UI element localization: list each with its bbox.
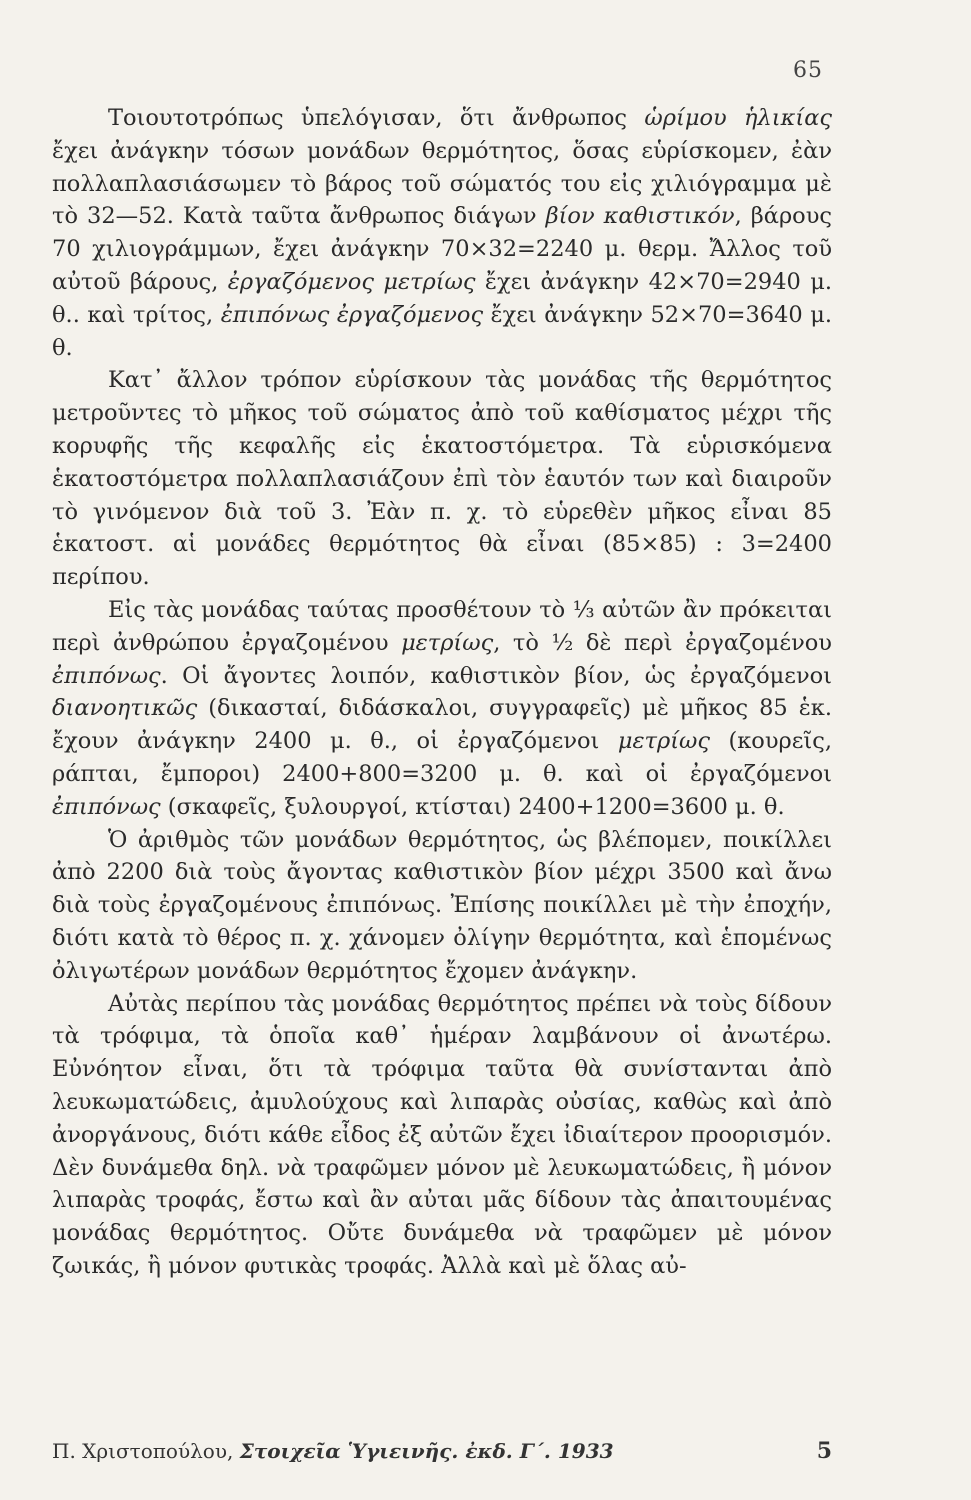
text-run: . Οἱ ἄγοντες λοιπόν, καθιστικὸν βίον, ὡς ἐργαζόμενοι bbox=[160, 662, 832, 689]
text-run: (δικασταί, διδάσκαλοι, συγγραφεῖς) μὲ μῆκος 85 ἑκ. ἔχουν ἀνάγκην 2400 μ. θ., οἱ ἐργαζόμενοι bbox=[52, 695, 832, 755]
text-run: Αὐτὰς περίπου τὰς μονάδας θερμότητος πρέπει νὰ τοὺς δίδουν τὰ τρόφιμα, τὰ ὁποῖα καθ᾽ ἡμέραν λαμβάνουν οἱ ἀνωτέρω. Εὐνόητον εἶναι, ὅτι τὰ τρόφιμα ταῦτα θὰ συνίστανται ἀπὸ λευκωματώδεις, ἀμυλούχους καὶ λιπαρὰς οὐσίας, καθὼς καὶ ἀπὸ ἀνοργάνους, διότι κάθε εἶδος ἐξ αὐτῶν ἔχει ἰδιαίτερον προορισμόν. Δὲν δυνάμεθα δηλ. νὰ τραφῶμεν μόνον μὲ λευκωματώδεις, ἢ μόνον λιπαρὰς τροφάς, ἔστω καὶ ἂν αὐται μᾶς δίδουν τὰς ἀπαιτουμένας μονάδας θερμότητος. Οὔτε δυνάμεθα νὰ τραφῶμεν μὲ μόνον ζωικάς, ἢ μόνον φυτικὰς τροφάς. Ἀλλὰ καὶ μὲ ὅλας αὐ- bbox=[52, 990, 832, 1279]
paragraph bbox=[52, 364, 832, 594]
text-run: Τοιουτοτρόπως ὑπελόγισαν, ὅτι ἄνθρωπος bbox=[108, 105, 645, 131]
paragraph bbox=[52, 988, 832, 1283]
text-run: , τὸ ½ δὲ περὶ ἐργαζομένου bbox=[493, 629, 832, 656]
body-text bbox=[52, 102, 832, 1283]
footer-author: Π. Χριστοπούλου, bbox=[52, 1439, 234, 1463]
footer-signature-mark: 5 bbox=[816, 1438, 832, 1464]
emphasized-text: ἐπιπόνως bbox=[52, 793, 161, 820]
text-run: ἔχει ἀνάγκην 52×70=3640 μ. θ. bbox=[52, 301, 832, 361]
emphasized-text: μετρίως bbox=[617, 728, 710, 755]
paragraph bbox=[52, 594, 832, 824]
emphasized-text: μετρίως bbox=[401, 629, 494, 656]
text-run: ἔχει ἀνάγκην τόσων μονάδων θερμότητος, ὅσας εὑρίσκομεν, ἐὰν πολλαπλασιάσωμεν τὸ βάρος τοῦ σώματός του εἰς χιλιόγραμμα μὲ τὸ 32—52. Κατὰ ταῦτα ἄνθρωπος διάγων bbox=[52, 137, 832, 230]
paragraph bbox=[52, 102, 832, 364]
emphasized-text: ἐργαζόμενος μετρίως bbox=[227, 268, 476, 295]
emphasized-text: ἐπιπόνως bbox=[52, 662, 161, 689]
footer-book-title: Στοιχεῖα Ὑγιεινῆς. ἐκδ. Γ΄. 1933 bbox=[239, 1439, 614, 1463]
emphasized-text: διανοητικῶς bbox=[52, 695, 198, 722]
page-number: 65 bbox=[793, 58, 823, 83]
footer bbox=[52, 1438, 832, 1464]
emphasized-text: ἐπιπόνως ἐργαζόμενος bbox=[220, 301, 484, 328]
text-run: , βάρους 70 χιλιογράμμων, ἔχει ἀνάγκην 70×32=2240 μ. θερμ. Ἄλλος τοῦ αὐτοῦ βάρους, bbox=[52, 203, 833, 295]
text-run: ἔχει ἀνάγκην 42×70=2940 μ. θ.. καὶ τρίτος, bbox=[52, 268, 832, 328]
text-run: (κουρεῖς, ράπται, ἔμποροι) 2400+800=3200 μ. θ. καὶ οἱ ἐργαζόμενοι bbox=[52, 728, 832, 787]
text-run: Ὁ ἀριθμὸς τῶν μονάδων θερμότητος, ὡς βλέπομεν, ποικίλλει ἀπὸ 2200 διὰ τοὺς ἄγοντας καθιστικὸν βίον μέχρι 3500 καὶ ἄνω διὰ τοὺς ἐργαζομένους ἐπιπόνως. Ἐπίσης ποικίλλει μὲ τὴν ἐποχήν, διότι κατὰ τὸ θέρος π. χ. χάνομεν ὀλίγην θερμότητα, καὶ ἑπομένως ὀλιγωτέρων μονάδων θερμότητος ἔχομεν ἀνάγκην. bbox=[52, 826, 832, 984]
emphasized-text: ὡρίμου ἡλικίας bbox=[644, 105, 832, 131]
text-run: (σκαφεῖς, ξυλουργοί, κτίσται) 2400+1200=3600 μ. θ. bbox=[160, 793, 785, 820]
text-run: Εἰς τὰς μονάδας ταύτας προσθέτουν τὸ ⅓ αὐτῶν ἂν πρόκειται περὶ ἀνθρώπου ἐργαζομένου bbox=[52, 596, 832, 656]
paragraph bbox=[52, 824, 832, 988]
text-run: Κατ᾽ ἄλλον τρόπον εὑρίσκουν τὰς μονάδας τῆς θερμότητος μετροῦντες τὸ μῆκος τοῦ σώματος ἀπὸ τοῦ καθίσματος μέχρι τῆς κορυφῆς τῆς κεφαλῆς εἰς ἑκατοστόμετρα. Τὰ εὑρισκόμενα ἑκατοστόμετρα πολλαπλασιάζουν ἐπὶ τὸν ἑαυτόν των καὶ διαιροῦν τὸ γινόμενον διὰ τοῦ 3. Ἐὰν π. χ. τὸ εὑρεθὲν μῆκος εἶναι 85 ἑκατοστ. αἱ μονάδες θερμότητος θὰ εἶναι (85×85) : 3=2400 περίπου. bbox=[52, 367, 832, 591]
footer-citation bbox=[52, 1439, 614, 1463]
emphasized-text: βίον καθιστικόν bbox=[545, 203, 735, 230]
